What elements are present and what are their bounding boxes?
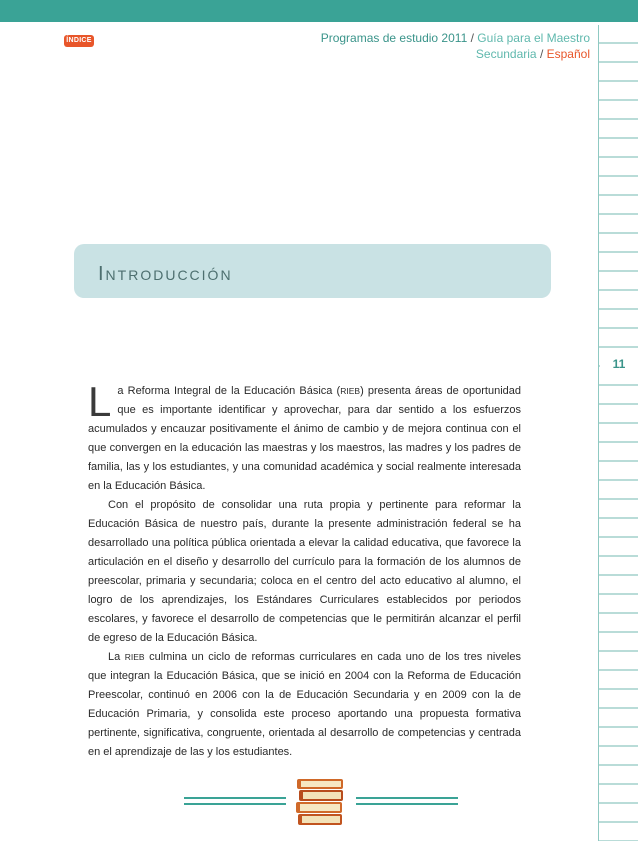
paragraph-2: Con el propósito de consolidar una ruta propia y pertinente para reformar la Educación Básica de nuestro país, durante la presente administración federal se ha desarrollado una política pública orientada a elevar la calidad educativa, que favorece la articulación en el diseño y desarrollo del currículo para la formación de los alumnos de preescolar, primaria y secundaria; coloca en el centro del acto educativo al alumno, el logro de los aprendizajes, los Estándares Curriculares establecidos por periodos escolares, y favorece el desarrollo de competencias que le permitirán alcanzar el perfil de egreso de la Educación Básica. [88,499,521,644]
right-margin-border [598,25,599,841]
books-icon [294,778,348,828]
paragraph-3-text-a: La [108,651,125,663]
rieb-abbr: RIEB [340,386,361,396]
paragraph-1 [88,378,521,496]
paragraph-3-text-b: culmina un ciclo de reformas curriculares en cada uno de los tres niveles que integran la Educación Básica, que se inició en 2004 con la Reforma de Educación Preescolar, continuó en 2006 con la de Educación Secundaria y en 2009 con la de Educación Primaria, y consolida este proceso aportando una propuesta formativa pertinente, significativa, congruente, orientada al desarrollo de competencias y centrada en el aprendizaje de las y los estudiantes. [88,651,521,758]
section-title: Introducción [98,263,233,285]
paragraph-1-text-a: a Reforma Integral de la Educación Básica ( [117,385,341,397]
footer-rule-right-1 [356,797,458,799]
program-label: Programas de estudio 2011 [320,31,468,45]
rieb-abbr: RIEB [124,652,145,662]
page-number: 11 [600,352,638,376]
header-title-line2 [476,47,590,61]
top-bar-divider [0,22,638,25]
drop-cap: L [88,378,112,425]
right-margin-strip [598,25,638,841]
subject-label: Español [546,47,590,61]
body-text [88,378,521,762]
paragraph-3 [88,648,521,762]
footer-rule-left-1 [184,797,286,799]
header-title-line1 [321,31,590,45]
footer-rule-left-2 [184,803,286,805]
top-bar [0,0,638,22]
index-button[interactable]: ÍNDICE [64,35,94,47]
footer-rule-right-2 [356,803,458,805]
guide-label: Guía para el Maestro [477,31,590,45]
level-label: Secundaria [475,47,537,61]
header-separator: / [536,47,547,61]
header-separator: / [467,31,478,45]
paragraph-1-text-b: ) presenta áreas de oportunidad que es importante identificar y aprovechar, para dar sentido a los esfuerzos acumulados y encauzar positivamente el ánimo de cambio y de mejora continua con el que convergen en la educación las maestras y los maestros, las madres y los padres de familia, las y los estudiantes, y una comunidad académica y social realmente interesada en la Educación Básica. [88,385,521,492]
